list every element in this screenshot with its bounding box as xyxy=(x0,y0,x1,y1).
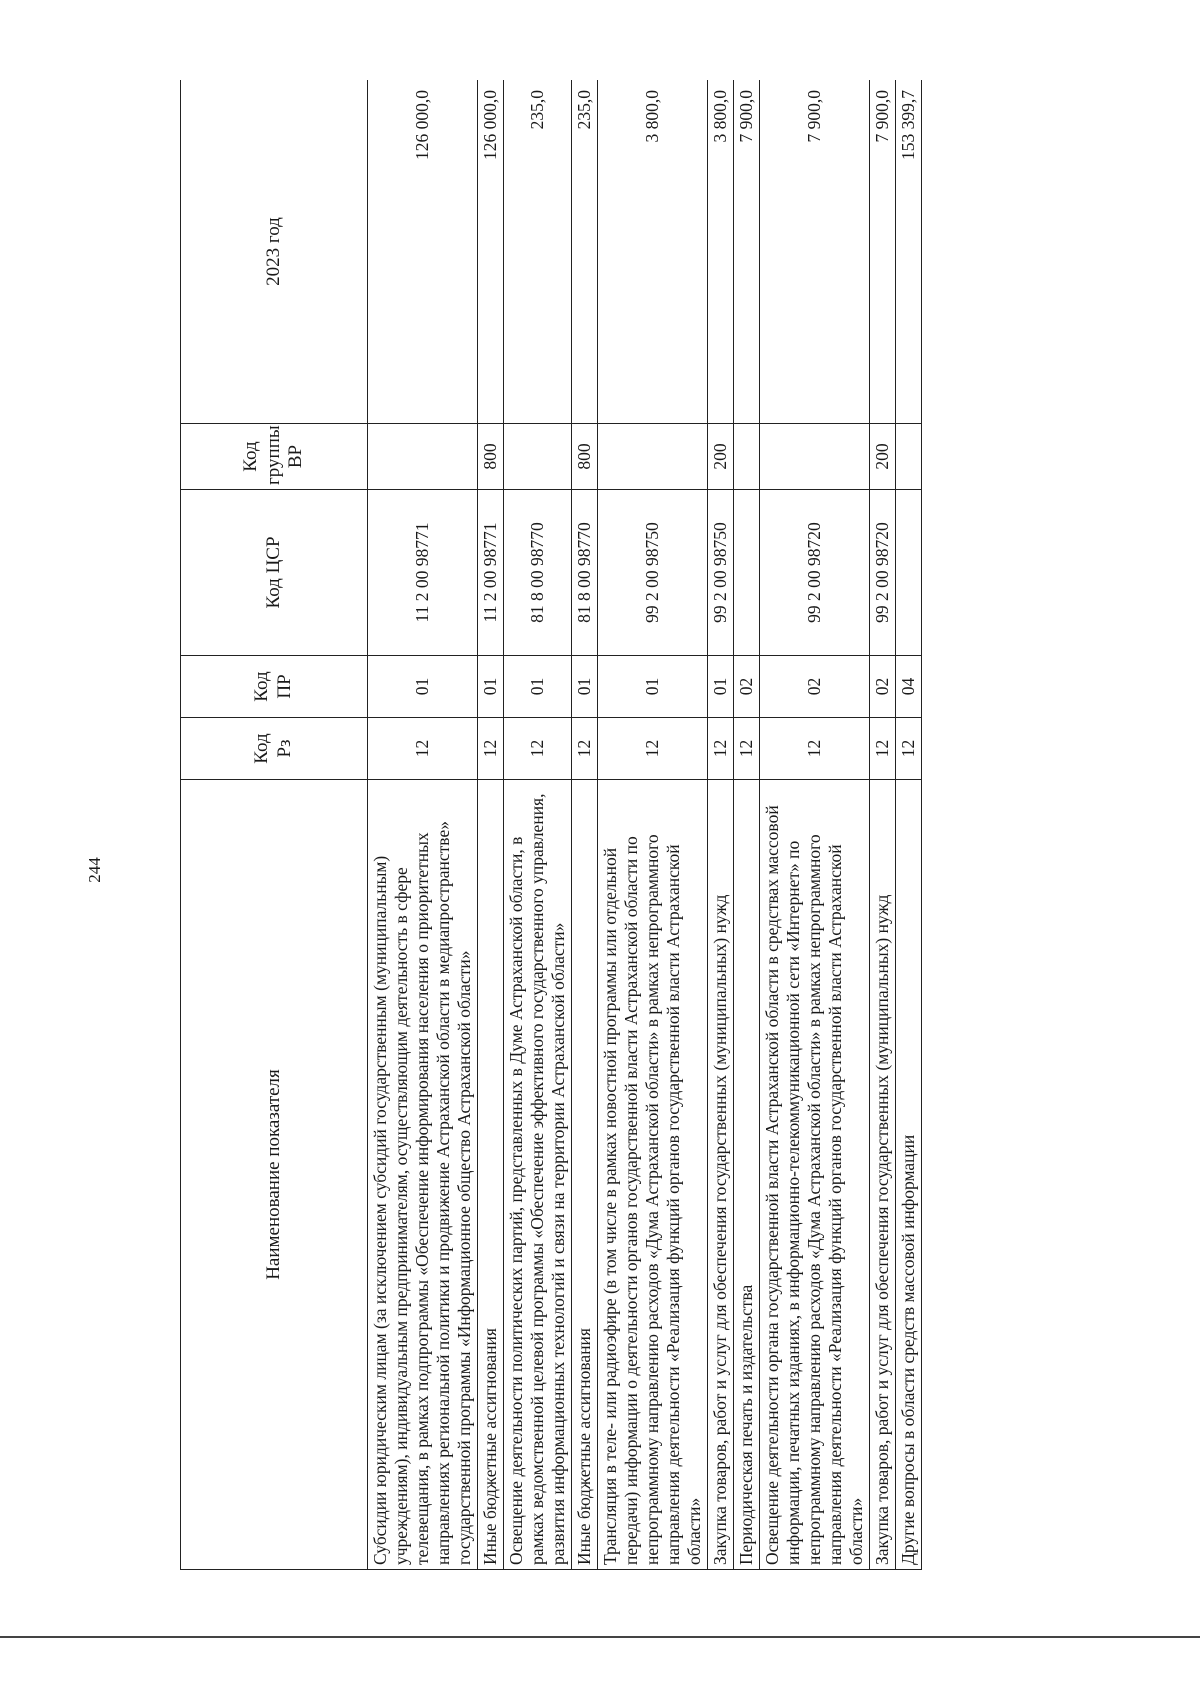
row-vr: 800 xyxy=(478,424,504,490)
header-name: Наименование показателя xyxy=(181,780,368,1570)
row-pr: 02 xyxy=(734,656,760,718)
row-pr: 01 xyxy=(572,656,598,718)
budget-table xyxy=(180,80,922,1570)
header-pr: Код ПР xyxy=(181,656,368,718)
row-amount: 235,0 xyxy=(504,80,572,424)
row-pr: 01 xyxy=(598,656,708,718)
row-amount: 3 800,0 xyxy=(598,80,708,424)
header-year: 2023 год xyxy=(181,80,368,424)
header-rz: Код Рз xyxy=(181,718,368,780)
row-amount: 235,0 xyxy=(572,80,598,424)
table-row xyxy=(572,80,598,1570)
table-row xyxy=(896,80,922,1570)
row-amount: 3 800,0 xyxy=(708,80,734,424)
table-header-row xyxy=(181,80,368,1570)
table-row xyxy=(478,80,504,1570)
row-pr: 01 xyxy=(368,656,478,718)
row-name: Субсидии юридическим лицам (за исключением субсидий государственным (муниципальным) учреждениям), индивидуальным предпринимателям, осуществляющим деятельность в сфере телевещания, в рамках подпрограммы «Обеспечение информирования населения о приоритетных направлениях региональной политики и продвижение Астраханской области в медиапространстве» государственной программы «Информационное общество Астраханской области» xyxy=(368,780,478,1570)
table-row xyxy=(760,80,870,1570)
row-pr: 02 xyxy=(760,656,870,718)
row-pr: 04 xyxy=(896,656,922,718)
row-name: Трансляция в теле- или радиоэфире (в том числе в рамках новостной программы или отдельной передачи) информации о деятельности органов государственной власти Астраханской области по непрограммному направлению расходов «Дума Астраханской области» в рамках непрограммного направления деятельности «Реализация функций органов государственной власти Астраханской области» xyxy=(598,780,708,1570)
row-csr: 99 2 00 98750 xyxy=(708,490,734,656)
row-csr xyxy=(734,490,760,656)
row-name: Закупка товаров, работ и услуг для обеспечения государственных (муниципальных) нужд xyxy=(870,780,896,1570)
row-amount: 7 900,0 xyxy=(734,80,760,424)
row-name: Иные бюджетные ассигнования xyxy=(478,780,504,1570)
page-number: 244 xyxy=(85,857,104,883)
row-vr: 200 xyxy=(870,424,896,490)
row-rz: 12 xyxy=(368,718,478,780)
table-row xyxy=(368,80,478,1570)
row-amount: 126 000,0 xyxy=(478,80,504,424)
row-csr: 99 2 00 98720 xyxy=(870,490,896,656)
row-vr: 200 xyxy=(708,424,734,490)
row-csr: 81 8 00 98770 xyxy=(504,490,572,656)
row-amount: 153 399,7 xyxy=(896,80,922,424)
row-rz: 12 xyxy=(572,718,598,780)
bottom-rule xyxy=(0,1636,1200,1638)
row-name: Освещение деятельности органа государственной власти Астраханской области в средствах массовой информации, печатных изданиях, в информационно-телекоммуникационной сети «Интернет» по непрограммному направлению расходов «Дума Астраханской области» в рамках непрограммного направления деятельности «Реализация функций органов государственной власти Астраханской области» xyxy=(760,780,870,1570)
row-name: Иные бюджетные ассигнования xyxy=(572,780,598,1570)
row-amount: 7 900,0 xyxy=(870,80,896,424)
row-vr xyxy=(504,424,572,490)
header-vr: Код группы ВР xyxy=(181,424,368,490)
row-vr xyxy=(368,424,478,490)
rotated-sheet xyxy=(180,80,1130,1570)
row-amount: 7 900,0 xyxy=(760,80,870,424)
row-rz: 12 xyxy=(760,718,870,780)
row-vr: 800 xyxy=(572,424,598,490)
table-container xyxy=(180,80,1130,1570)
row-name: Другие вопросы в области средств массовой информации xyxy=(896,780,922,1570)
row-name: Освещение деятельности политических партий, представленных в Думе Астраханской области, в рамках ведомственной целевой программы «Обеспечение эффективного государственного управления, развития информационных технологий и связи на территории Астраханской области» xyxy=(504,780,572,1570)
row-rz: 12 xyxy=(504,718,572,780)
table-row xyxy=(598,80,708,1570)
table-row xyxy=(734,80,760,1570)
row-csr: 99 2 00 98750 xyxy=(598,490,708,656)
row-csr xyxy=(896,490,922,656)
table-row xyxy=(708,80,734,1570)
row-csr: 81 8 00 98770 xyxy=(572,490,598,656)
table-row xyxy=(870,80,896,1570)
row-rz: 12 xyxy=(708,718,734,780)
row-rz: 12 xyxy=(734,718,760,780)
table-row xyxy=(504,80,572,1570)
row-rz: 12 xyxy=(870,718,896,780)
row-name: Закупка товаров, работ и услуг для обеспечения государственных (муниципальных) нужд xyxy=(708,780,734,1570)
row-name: Периодическая печать и издательства xyxy=(734,780,760,1570)
row-pr: 01 xyxy=(708,656,734,718)
row-rz: 12 xyxy=(896,718,922,780)
row-vr xyxy=(896,424,922,490)
row-amount: 126 000,0 xyxy=(368,80,478,424)
row-pr: 02 xyxy=(870,656,896,718)
row-csr: 99 2 00 98720 xyxy=(760,490,870,656)
row-csr: 11 2 00 98771 xyxy=(478,490,504,656)
row-rz: 12 xyxy=(478,718,504,780)
row-csr: 11 2 00 98771 xyxy=(368,490,478,656)
row-pr: 01 xyxy=(478,656,504,718)
row-vr xyxy=(598,424,708,490)
row-vr xyxy=(734,424,760,490)
row-vr xyxy=(760,424,870,490)
row-rz: 12 xyxy=(598,718,708,780)
header-csr: Код ЦСР xyxy=(181,490,368,656)
row-pr: 01 xyxy=(504,656,572,718)
